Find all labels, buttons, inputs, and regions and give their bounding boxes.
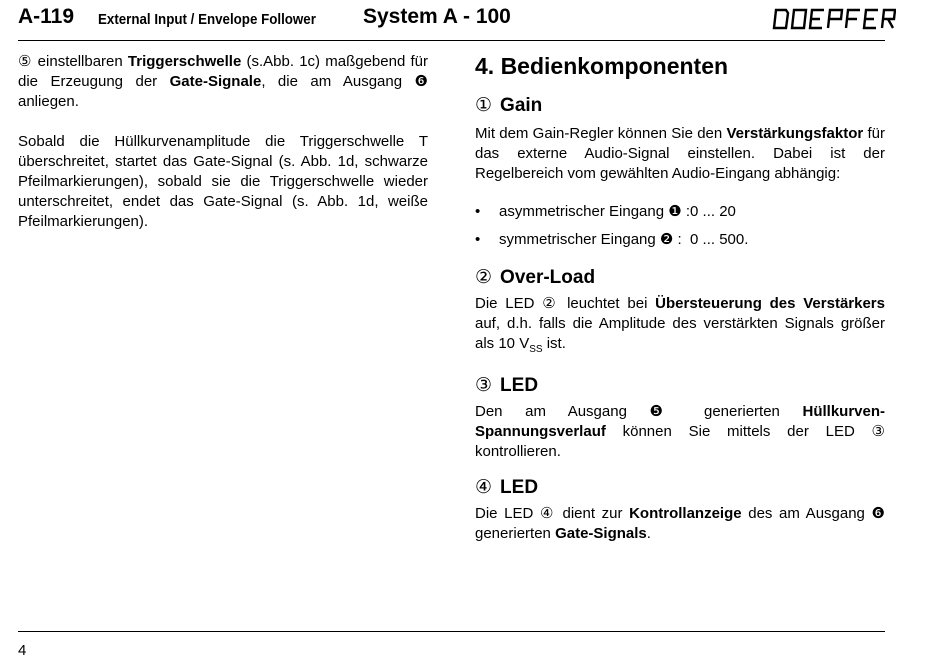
- text: einstellbaren: [32, 53, 128, 70]
- subheading-gain: [475, 94, 885, 118]
- text: können Sie mittels der LED ③ kontrollieren.: [475, 423, 885, 460]
- text: :0 ... 20: [681, 203, 736, 220]
- text: .: [646, 525, 651, 542]
- page-header: [18, 4, 885, 40]
- page-number: 4: [18, 642, 27, 659]
- subheading-label: LED: [500, 375, 539, 396]
- text: Die LED ④ dient zur: [475, 505, 630, 522]
- bold-term: Kontrollanzeige: [629, 505, 742, 522]
- text: Die LED ② leuchtet bei: [475, 295, 656, 312]
- paragraph-trigger-threshold: [18, 52, 428, 112]
- model-number: A-119: [18, 5, 75, 28]
- subscript: SS: [529, 344, 543, 355]
- ref-mark: ❶: [668, 203, 682, 220]
- ref-mark: ❻: [414, 73, 428, 90]
- control-number: ②: [475, 267, 493, 288]
- paragraph-overload: [475, 294, 885, 360]
- text: des am Ausgang: [741, 505, 872, 522]
- subheading-label: LED: [500, 477, 539, 498]
- list-item: [475, 230, 885, 258]
- text: anliegen.: [18, 93, 79, 110]
- text: asymmetrischer Eingang: [499, 203, 669, 220]
- text: (s.Abb. 1c) maßgebend für die Erzeugung der: [18, 53, 428, 90]
- ref-mark: ⑤: [18, 53, 33, 70]
- ref-mark: ❻: [871, 505, 885, 522]
- header-rule: [18, 40, 885, 41]
- subheading-label: Over-Load: [500, 267, 596, 288]
- section-title: 4. Bedienkomponenten: [475, 53, 729, 79]
- paragraph-gate-signal: Sobald die Hüllkurvenamplitude die Triggerschwelle T überschreitet, startet das Gate-Signal (s. Abb. 1d, schwarze Pfeilmarkierungen), sobald sie die Triggerschwelle wieder unterschreitet, endet das Gate-Signal (s. Abb. 1d, weiße Pfeilmarkierungen).: [18, 133, 428, 230]
- paragraph-led-4: [475, 504, 885, 544]
- text: Mit dem Gain-Regler können Sie den: [475, 125, 727, 142]
- right-column: [475, 52, 885, 544]
- subheading-led-3: [475, 374, 885, 398]
- bold-term: Gate-Signale: [169, 73, 262, 90]
- paragraph-gain: [475, 124, 885, 184]
- text: ist.: [542, 335, 566, 352]
- control-number: ①: [475, 95, 493, 116]
- text: Den am Ausgang: [475, 403, 650, 420]
- footer-rule: [18, 631, 885, 632]
- bold-term: Verstärkungsfaktor: [726, 125, 864, 142]
- module-subtitle: External Input / Envelope Follower: [98, 12, 316, 28]
- left-column: [18, 52, 428, 232]
- control-number: ③: [475, 375, 493, 396]
- subheading-overload: [475, 266, 885, 290]
- text: für das externe Audio-Signal einstellen. Dabei ist der Regelbereich vom gewählten Audio-Eingang abhängig:: [475, 125, 885, 182]
- bold-term: Hüllkurven-Spannungsverlauf: [475, 403, 885, 440]
- paragraph-led-3: [475, 402, 885, 462]
- text: symmetrischer Eingang: [499, 231, 660, 248]
- bold-term: Übersteuerung des Verstärkers: [655, 295, 885, 312]
- system-title: System A - 100: [363, 5, 511, 28]
- text: generierten: [475, 525, 556, 542]
- subheading-led-4: [475, 476, 885, 500]
- bold-term: Gate-Signals: [555, 525, 647, 542]
- ref-mark: ❷: [659, 231, 674, 248]
- doepfer-logo: [772, 7, 896, 36]
- list-item: [475, 202, 885, 230]
- text: generierten: [681, 403, 803, 420]
- ref-mark: ❺: [649, 403, 682, 420]
- text: , die am Ausgang: [261, 73, 415, 90]
- subheading-label: Gain: [500, 95, 543, 116]
- text: auf, d.h. falls die Amplitude des verstärkten Signals größer als 10 V: [475, 315, 885, 352]
- bold-term: Triggerschwelle: [127, 53, 242, 70]
- text: : 0 ... 500.: [673, 231, 749, 248]
- gain-range-list: [475, 202, 885, 258]
- control-number: ④: [475, 477, 493, 498]
